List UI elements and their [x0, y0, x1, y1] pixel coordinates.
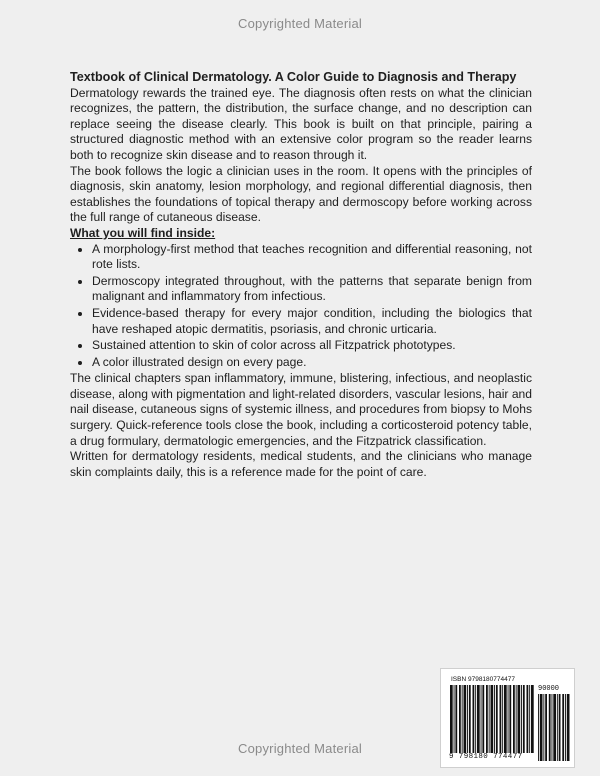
back-cover-text: [70, 70, 532, 480]
intro-paragraph-2: The book follows the logic a clinician uses in the room. It opens with the principles of diagnosis, skin anatomy, lesion morphology, and regional differential diagnosis, then establishes the foundations of topical therapy and dermoscopy before working across the full range of cutaneous disease.: [70, 163, 532, 225]
feature-item: • A color illustrated design on every page.: [92, 355, 532, 371]
isbn-label: ISBN 9798180774477: [451, 676, 515, 683]
feature-item: • A morphology-first method that teaches recognition and differential reasoning, not rote lists.: [92, 242, 532, 273]
feature-list: [70, 242, 532, 371]
section-heading: What you will find inside:: [70, 225, 216, 240]
closing-paragraph-2: Written for dermatology residents, medical students, and the clinicians who manage skin complaints daily, this is a reference made for the point of care.: [70, 449, 532, 479]
book-title: Textbook of Clinical Dermatology. A Color Guide to Diagnosis and Therapy: [70, 70, 517, 84]
copyright-watermark-bottom: Copyrighted Material: [238, 741, 362, 756]
feature-item: • Dermoscopy integrated throughout, with the patterns that separate benign from malignant and inflammatory from infectious.: [92, 274, 532, 305]
closing-paragraph-1: The clinical chapters span inflammatory, immune, blistering, infectious, and neoplastic disease, along with pigmentation and light-related disorders, vascular lesions, hair and nail disease, cutaneous signs of systemic illness, and procedures from biopsy to Mohs surgery. Quick-reference tools close the book, including a corticosteroid potency table, a drug formulary, dermatologic emergencies, and the Fitzpatrick classification.: [70, 371, 532, 448]
copyright-watermark-top: Copyrighted Material: [238, 16, 362, 31]
isbn-digits: 9 798180 774477: [449, 753, 523, 761]
price-code: 90000: [538, 685, 560, 693]
feature-item: • Evidence-based therapy for every major condition, including the biologics that have reshaped atopic dermatitis, psoriasis, and chronic urticaria.: [92, 306, 532, 337]
intro-paragraph-1: Dermatology rewards the trained eye. The diagnosis often rests on what the clinician recognizes, the pattern, the distribution, the surface change, and no description can replace seeing the disease clearly. This book is built on that principle, pairing a structured diagnostic method with an extensive color program so the reader learns both to recognize skin disease and to reason through it.: [70, 85, 532, 162]
feature-item: • Sustained attention to skin of color across all Fitzpatrick phototypes.: [92, 338, 532, 354]
